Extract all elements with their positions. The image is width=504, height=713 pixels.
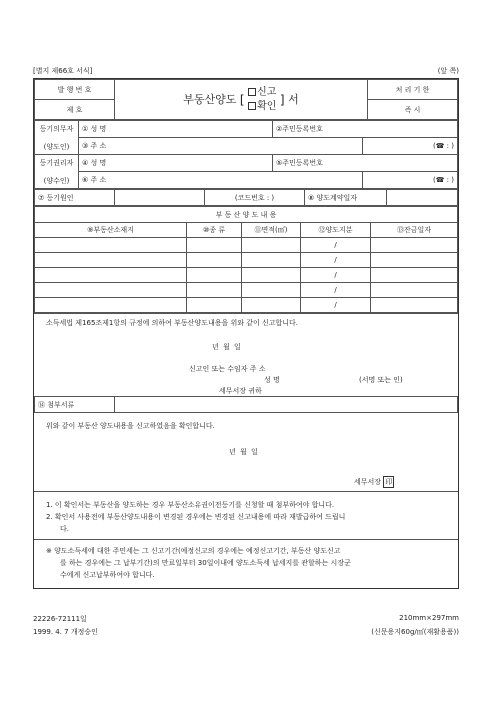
share-cell[interactable]: / (301, 298, 371, 313)
remark-section (34, 539, 458, 588)
type-cell[interactable] (187, 298, 242, 313)
reporter-address-label: 신고인 또는 수임자 주 소 (189, 365, 266, 373)
note-item: 2. 확인서 사용전에 부동산양도내용이 변경된 경우에는 변경된 신고내용에 따라 재발급하여 드립니 (46, 513, 346, 521)
area-cell[interactable] (242, 268, 301, 283)
details-table (34, 206, 458, 313)
title-suffix: 서 (288, 92, 299, 106)
transferor-phone-field[interactable]: (☎ : ) (363, 138, 458, 155)
remark-line: 를 하는 경우에는 그 납부기간)의 만료일부터 30일이내에 양도소득세 납세지를 관할하는 시장군 (60, 559, 351, 567)
addressee: 세무서장 귀하 (219, 387, 262, 395)
location-cell[interactable] (35, 268, 187, 283)
area-cell[interactable] (242, 238, 301, 253)
transferor-group: 등기의무자 (양도인) (35, 121, 79, 155)
issue-number-label: 발 행 번 호 (35, 80, 115, 100)
table-row (35, 298, 458, 313)
code-field[interactable]: (코드번호 : ) (205, 190, 305, 206)
declaration-date: 년 월 일 (212, 343, 241, 351)
type-cell[interactable] (187, 253, 242, 268)
attachment-label: ⑭ 첨부서류 (35, 397, 115, 413)
table-row (35, 283, 458, 298)
checkbox-report[interactable] (248, 88, 256, 96)
col-type: ⑩종 류 (187, 223, 242, 238)
area-cell[interactable] (242, 283, 301, 298)
form-number: [별지 제66호 서식] (33, 67, 93, 75)
report-form (33, 78, 459, 589)
col-area: ⑪면적(㎡) (242, 223, 301, 238)
attachment-field[interactable] (115, 397, 458, 413)
area-cell[interactable] (242, 298, 301, 313)
option-confirm[interactable]: 확인 (248, 101, 276, 112)
date-cell[interactable] (371, 298, 458, 313)
type-cell[interactable] (187, 283, 242, 298)
cause-label: ⑦ 등기원인 (35, 190, 115, 206)
transferee-phone-field[interactable]: (☎ : ) (363, 172, 458, 189)
notes-section (34, 491, 458, 539)
contract-date-field[interactable] (387, 190, 458, 206)
processing-period-label: 처 리 기 한 (368, 80, 458, 100)
transferee-group: 등기권리자 (양수인) (35, 155, 79, 189)
footer-size: 210mm×297mm (399, 614, 459, 622)
remark-line: 수에게 신고납부하여야 합니다. (60, 571, 155, 579)
declaration-statement: 소득세법 제165조제1항의 규정에 의하여 부동산양도내용을 위와 같이 신고합니다. (46, 319, 298, 327)
official-stamp: 印 (385, 478, 393, 486)
transferor-address-field[interactable]: ③ 주 소 (79, 138, 363, 155)
reporter-name-label: 성 명 (264, 376, 280, 384)
date-cell[interactable] (371, 268, 458, 283)
cause-field[interactable] (115, 190, 205, 206)
type-cell[interactable] (187, 238, 242, 253)
parties-table (34, 120, 458, 189)
form-title: 부동산양도 [ 신고 확인 ] 서 (115, 80, 368, 120)
title-options (248, 86, 276, 114)
table-row (35, 268, 458, 283)
title-block (34, 79, 458, 120)
confirmation-signer: 세무서장 印 (354, 478, 393, 486)
table-row (35, 238, 458, 253)
confirmation-date: 년 월 일 (229, 448, 258, 456)
transferee-id-field[interactable]: ⑤주민등록번호 (273, 155, 458, 172)
confirmation-section (34, 413, 458, 491)
col-balance-date: ⑬잔금일자 (371, 223, 458, 238)
col-share: ⑫양도지분 (301, 223, 371, 238)
cause-table (34, 189, 458, 206)
number-label: 제 호 (35, 100, 115, 120)
date-cell[interactable] (371, 253, 458, 268)
share-cell[interactable]: / (301, 253, 371, 268)
processing-period-value: 즉 시 (368, 100, 458, 120)
declaration-section (34, 313, 458, 396)
share-cell[interactable]: / (301, 238, 371, 253)
table-row (35, 253, 458, 268)
transferee-name-field[interactable]: ④ 성 명 (79, 155, 273, 172)
note-item: 1. 이 확인서는 부동산을 양도하는 경우 부동산소유권이전등기를 신청할 때 첨부하여야 합니다. (46, 501, 335, 509)
note-item: 다. (60, 525, 69, 533)
confirmation-statement: 위와 같이 부동산 양도내용을 신고하였음을 확인합니다. (46, 422, 215, 430)
area-cell[interactable] (242, 253, 301, 268)
transferee-address-field[interactable]: ⑥ 주 소 (79, 172, 363, 189)
footer-code: 22226-72111일 (33, 615, 87, 623)
signature-label: (서명 또는 인) (359, 376, 403, 384)
transferor-name-field[interactable]: ① 성 명 (79, 121, 273, 138)
transferor-id-field[interactable]: ②주민등록번호 (273, 121, 458, 138)
option-report[interactable]: 신고 (248, 87, 276, 98)
share-cell[interactable]: / (301, 268, 371, 283)
details-heading: 부 동 산 양 도 내 용 (35, 207, 458, 223)
remark-line: ※ 양도소득세에 대한 주민세는 그 신고기간(예정신고의 경우에는 예정신고기간, 부동산 양도신고 (46, 547, 341, 555)
attachment-table (34, 396, 458, 413)
date-cell[interactable] (371, 283, 458, 298)
col-location: ⑨부동산소재지 (35, 223, 187, 238)
location-cell[interactable] (35, 238, 187, 253)
checkbox-confirm[interactable] (248, 102, 256, 110)
page-side: (앞 쪽) (437, 67, 459, 75)
type-cell[interactable] (187, 268, 242, 283)
title-prefix: 부동산양도 (183, 92, 237, 106)
share-cell[interactable]: / (301, 283, 371, 298)
location-cell[interactable] (35, 253, 187, 268)
date-cell[interactable] (371, 238, 458, 253)
footer-approval: 1999. 4. 7 개정승인 (33, 628, 98, 636)
contract-date-label: ⑧ 양도계약일자 (305, 190, 387, 206)
location-cell[interactable] (35, 283, 187, 298)
location-cell[interactable] (35, 298, 187, 313)
footer-paper: (신문용지60g/㎡(재활용품)) (371, 628, 459, 636)
